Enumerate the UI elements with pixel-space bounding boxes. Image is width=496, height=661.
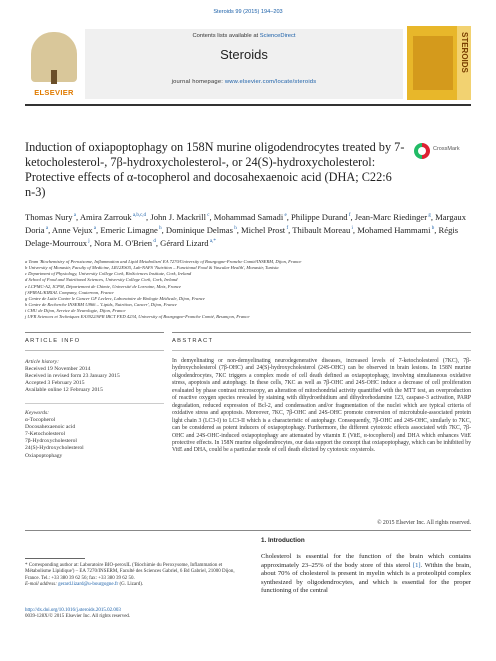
author-separator: ,	[236, 224, 242, 235]
abstract-text: In demyelinating or non-demyelinating neurodegenerative diseases, increased levels of 7-ketocholesterol (7KC), 7β-hydroxycholesterol (7β-OHC) and 24(S)-hydroxycholesterol (24S-OHC) can be observed in brain lesions. In 158N murine oligodendrocytes, 7KC triggers a complex mode of cell death defined as oxiapoptophagy, involving simultaneous oxidative stress, apoptosis and autophagy. In these cells, 7KC as well as 7β-OHC and 24S-OHC induce a decrease of cell proliferation evaluated by phase contrast microscopy, an alteration of mitochondrial activity quantified with the MTT test, an overproduction of reactive oxygen species revealed by staining with dihydroethidium and dihydrorhodamine 123, caspase-3 activation, PARP degradation, reduced expression of Bcl-2, and condensation and/or fragmentation of the nuclei which are typical criteria of oxidative stress and apoptosis. Moreover, 7KC, 7β-OHC and 24S-OHC promote conversion of microtubule-associated protein light chain 3 (LC3-I) to LC3-II which is a characteristic of autophagy. Consequently, 7β-OHC and 24S-OHC, similarly to 7KC, can be considered as potent inducers of oxiapoptophagy. Furthermore, the different cytotoxic effects associated with 7KC, 7β-OHC and 24S-OHC-induced oxiapoptophagy are attenuated by vitamin E (VitE, α-tocopherol) and DHA which enhances VitE protective effects. In 158N murine oligodendrocytes, our data support the concept that oxiapoptophagy, which can be inhibited by VitE and DHA, could be a particular mode of cell death elicited by cytotoxic oxysterols.	[172, 358, 471, 454]
author-separator: ,	[161, 224, 166, 235]
keywords-label: Keywords:	[25, 410, 50, 416]
author-affiliation-marker[interactable]: a	[72, 213, 76, 218]
affiliation-item: g Centre de Lutte Contre le Cancer GF Leclerc, Laboratoire de Biologie Médicale, Dijon, France	[25, 295, 205, 301]
author-name[interactable]: Jean-Marc Riedinger	[354, 211, 428, 222]
affiliation-item: a Team 'Biochemistry of Peroxisome, Inflammation and Lipid Metabolism' EA 7270/University of Bourgogne-Franche Comté/INSERM, Dijon, France	[25, 259, 302, 264]
author-affiliation-marker[interactable]: f	[285, 226, 289, 232]
author-separator: ,	[155, 237, 161, 248]
affiliation-item: j UFR Sciences et Techniques EA3922/SFR IBCT FED 4234, University of Bourgogne-Franche Comté, Besançon, France	[25, 314, 250, 320]
author-separator: ,	[96, 224, 101, 235]
keywords	[25, 410, 165, 460]
author-name[interactable]: Anne Vejux	[51, 224, 93, 235]
intro-text-end: . Within the brain, about 70% of cholesterol is present in myelin which is a proteolipid complex synthesized by oligodendrocytes, and which is essential for the proper functioning of the central	[261, 561, 471, 594]
contents-prefix: Contents lists available at	[192, 33, 260, 39]
author-separator: ,	[75, 211, 80, 222]
history-item: Received 19 November 2014	[25, 366, 91, 373]
cover-title: STEROIDS	[460, 32, 469, 73]
author-name[interactable]: Mohammad Samadi	[213, 211, 284, 222]
keyword-item: Docosahexaenoic acid	[25, 424, 76, 431]
front-matter-rule	[25, 530, 471, 531]
homepage-link[interactable]: www.elsevier.com/locate/steroids	[224, 79, 317, 85]
keywords-rule	[25, 403, 164, 404]
author-name[interactable]: Nora M. O'Brien	[93, 237, 153, 248]
author-separator: ,	[286, 211, 291, 222]
keyword-item: 7-Ketocholesterol	[25, 431, 66, 438]
keyword-item: 24(S)-Hydroxycholesterol	[25, 445, 84, 452]
abstract-subrule	[172, 350, 471, 351]
introduction-heading: 1. Introduction	[261, 537, 305, 544]
author-affiliation-marker[interactable]: e	[283, 213, 287, 218]
author-name[interactable]: Amira Zarrouk	[79, 211, 132, 222]
corresponding-footnote	[25, 563, 245, 589]
author-name[interactable]: Margaux Doria	[25, 211, 467, 235]
author-list	[25, 210, 471, 249]
author-name[interactable]: Thomas Nury	[25, 211, 73, 222]
author-name[interactable]: Michel Prost	[241, 224, 286, 235]
author-affiliation-marker[interactable]: d	[152, 239, 156, 245]
author-affiliation-marker[interactable]: a,b,c,d	[131, 213, 147, 218]
author-affiliation-marker[interactable]: h	[157, 226, 162, 232]
email-link[interactable]: gerard.lizard@u-bourgogne.fr	[58, 582, 119, 588]
journal-title: Steroids	[220, 47, 268, 62]
homepage-prefix: journal homepage:	[171, 79, 225, 85]
author-affiliation-marker[interactable]: j	[87, 239, 90, 245]
history-item: Received in revised form 23 January 2015	[25, 373, 120, 380]
affiliation-item: e LCPMC-A2, ICPM, Département de Chimie, Université de Lorraine, Metz, France	[25, 283, 182, 289]
author-affiliation-marker[interactable]: f	[347, 213, 351, 218]
affiliation-item: i CHU de Dijon, Service de Neurologie, Dijon, France	[25, 308, 126, 314]
author-name[interactable]: Mohamed Hammami	[357, 224, 431, 235]
author-separator: ,	[209, 211, 214, 222]
abstract-rule	[172, 332, 471, 333]
abstract-copyright: © 2015 Elsevier Inc. All rights reserved.	[377, 520, 471, 526]
author-affiliation-marker[interactable]: h	[232, 226, 237, 232]
affiliation-item: c Department of Physiology, University College Cork, BioSciences Institute, Cork, Ireland	[25, 271, 192, 277]
article-info-rule	[25, 332, 164, 333]
author-name[interactable]: Dominique Delmas	[165, 224, 233, 235]
journal-citation[interactable]: Steroids 99 (2015) 194–203	[213, 9, 283, 15]
sciencedirect-link[interactable]: ScienceDirect	[259, 33, 296, 39]
article-info-heading: ARTICLE INFO	[25, 338, 81, 344]
history-item: Available online 12 February 2015	[25, 387, 103, 394]
affiliation-item: b University of Monastir, Faculty of Medicine, LR12ES05, Lab-NAFS 'Nutrition – Functional Food & Vascular Health', Monastir, Tunisia	[25, 265, 279, 271]
author-separator: ,	[350, 211, 355, 222]
journal-cover	[407, 26, 471, 100]
crossmark-label: CrossMark	[433, 146, 460, 152]
crossmark-icon	[414, 143, 430, 159]
author-affiliation-marker[interactable]: b	[430, 226, 435, 232]
doi-block	[25, 608, 245, 621]
issn-line: 0039-128X/© 2015 Elsevier Inc. All rights reserved.	[25, 614, 131, 620]
publisher-name: ELSEVIER	[34, 88, 74, 97]
author-separator: ,	[430, 211, 436, 222]
keyword-item: α-Tocopherol	[25, 417, 56, 424]
footnote-rule	[25, 558, 85, 559]
author-affiliation-marker[interactable]: c	[205, 213, 210, 218]
author-name[interactable]: Régis Delage-Mourroux	[25, 224, 459, 248]
elsevier-logo	[25, 26, 83, 100]
abstract-heading: ABSTRACT	[172, 338, 214, 344]
author-affiliation-marker[interactable]: a,*	[208, 239, 216, 245]
author-affiliation-marker[interactable]: g	[427, 213, 431, 218]
affiliation-item: d School of Food and Nutritional Sciences, University College Cork, Cork, Ireland	[25, 277, 178, 283]
keywords-list	[25, 417, 165, 460]
author-separator: ,	[288, 224, 293, 235]
author-affiliation-marker[interactable]: i	[350, 226, 353, 232]
header-divider	[25, 104, 471, 106]
tree-trunk-icon	[51, 70, 57, 84]
history-item: Accepted 3 February 2015	[25, 380, 85, 387]
article-title: Induction of oxiapoptophagy on 158N murine oligodendrocytes treated by 7-ketocholesterol-, 7β-hydroxycholesterol-, or 24(S)-hydroxycholesterol: Protective effects of α-tocopherol and docosahexaenoic acid (DHA; C22:6 n-3)	[25, 140, 405, 199]
intro-text-start: Cholesterol is essential for the function of the brain which contains approximately 23–25% of the body store of this sterol	[261, 553, 471, 569]
author-separator: ,	[48, 224, 52, 235]
author-separator: ,	[434, 224, 439, 235]
author-name[interactable]: Emeric Limagne	[100, 224, 158, 235]
crossmark-badge[interactable]	[414, 143, 466, 163]
history-list	[25, 366, 165, 394]
email-suffix: (G. Lizard).	[118, 582, 144, 588]
affiliation-item: f SPIRAL/KIRIAL Company, Couternon, France	[25, 289, 114, 295]
author-name[interactable]: Thibault Moreau	[292, 224, 351, 235]
reference-link[interactable]: [1]	[412, 561, 421, 569]
author-name[interactable]: Gérard Lizard	[160, 237, 209, 248]
article-info-subrule	[25, 350, 164, 351]
author-separator: ,	[352, 224, 358, 235]
introduction-text	[261, 553, 471, 596]
author-name[interactable]: John J. Mackrill	[150, 211, 206, 222]
author-separator: ,	[146, 211, 151, 222]
article-history	[25, 359, 165, 394]
history-label: Article history:	[25, 359, 60, 365]
corresponding-author: * Corresponding author at: Laboratoire BIO-peroxIL ('Biochimie du Peroxysome, Inflammation et Métabolisme Lipidique') – EA 7270/INSERM, Faculté des Sciences Gabriel, 6 Bd Gabriel, 21000 Dijon, France. Tel.: +33 380 39 62 56; fax: +33 380 39 62 50.	[25, 563, 235, 581]
author-name[interactable]: Philippe Durand	[291, 211, 348, 222]
contents-line	[85, 33, 403, 39]
author-affiliation-marker[interactable]: a	[92, 226, 97, 232]
author-separator: ,	[89, 237, 94, 248]
email-line	[25, 582, 245, 588]
author-affiliation-marker[interactable]: a	[44, 226, 49, 232]
keyword-item: Oxiapoptophagy	[25, 452, 63, 459]
cover-artwork	[413, 36, 453, 90]
homepage-line	[85, 79, 403, 85]
keyword-item: 7β-Hydroxycholesterol	[25, 438, 77, 445]
journal-header	[25, 23, 471, 101]
affiliation-item: h Centre de Recherche INSERM U866 – 'Lipids, Nutrition, Cancer', Dijon, France	[25, 302, 177, 308]
doi-link[interactable]: http://dx.doi.org/10.1016/j.steroids.2015.02.003	[25, 608, 121, 613]
affiliation-list	[25, 259, 471, 321]
email-label: E-mail address:	[25, 582, 59, 588]
header-center-panel	[85, 29, 403, 99]
